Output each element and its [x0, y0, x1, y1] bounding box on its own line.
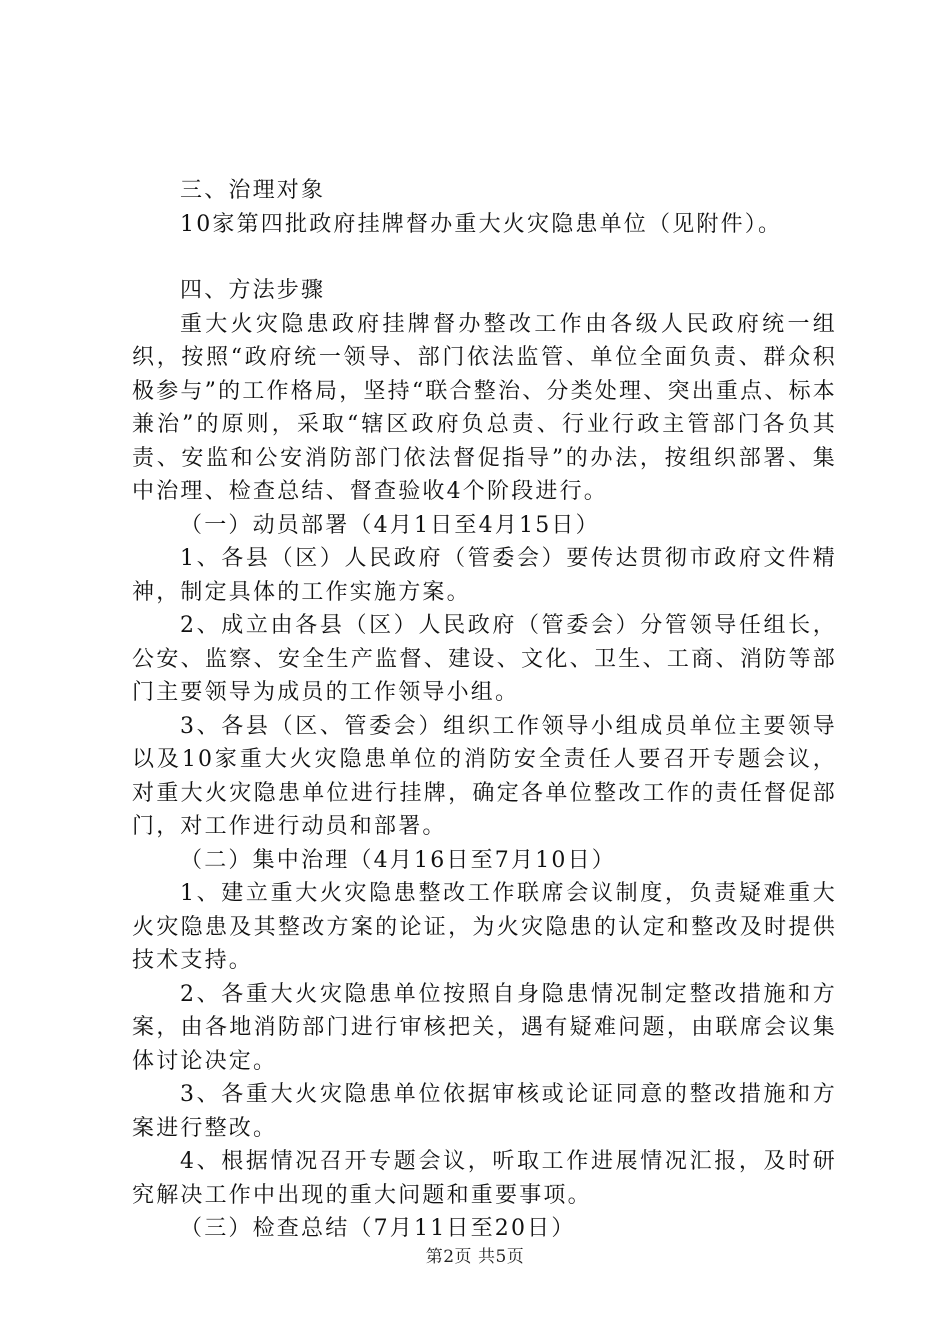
blank-line	[132, 241, 837, 274]
paragraph-governance-4: 4、根据情况召开专题会议，听取工作进展情况汇报，及时研究解决工作中出现的重大问题和重要事项。	[132, 1149, 837, 1208]
paragraph-governance-3: 3、各重大火灾隐患单位依据审核或论证同意的整改措施和方案进行整改。	[132, 1082, 837, 1141]
paragraph-governance-2: 2、各重大火灾隐患单位按照自身隐患情况制定整改措施和方案，由各地消防部门进行审核把关，遇有疑难问题，由联席会议集体讨论决定。	[132, 981, 837, 1074]
paragraph-governance-1: 1、建立重大火灾隐患整改工作联席会议制度，负责疑难重大火灾隐患及其整改方案的论证，为火灾隐患的认定和整改及时提供技术支持。	[132, 881, 837, 973]
document-body	[132, 174, 837, 1246]
subheading-mobilization: （一）动员部署（4月1日至4月15日）	[180, 512, 600, 538]
paragraph-mobilization-2: 2、成立由各县（区）人民政府（管委会）分管领导任组长，公安、监察、安全生产监督、建设、文化、卫生、工商、消防等部门主要领导为成员的工作领导小组。	[132, 613, 837, 705]
paragraph-method-overview: 重大火灾隐患政府挂牌督办整改工作由各级人民政府统一组织，按照“政府统一领导、部门依法监管、单位全面负责、群众积极参与”的工作格局，坚持“联合整治、分类处理、突出重点、标本兼治”的原则，采取“辖区政府负总责、行业行政主管部门各负其责、安监和公安消防部门依法督促指导”的办法，按组织部署、集中治理、检查总结、督查验收4个阶段进行。	[132, 311, 837, 504]
paragraph-mobilization-3: 3、各县（区、管委会）组织工作领导小组成员单位主要领导以及10家重大火灾隐患单位的消防安全责任人要召开专题会议，对重大火灾隐患单位进行挂牌，确定各单位整改工作的责任督促部门，对工作进行动员和部署。	[132, 713, 837, 839]
subheading-inspection-summary: （三）检查总结（7月11日至20日）	[180, 1216, 576, 1241]
section-heading-4: 四、方法步骤	[180, 278, 326, 303]
paragraph-governance-target: 10家第四批政府挂牌督办重大火灾隐患单位（见附件）。	[180, 211, 783, 237]
paragraph-mobilization-1: 1、各县（区）人民政府（管委会）要传达贯彻市政府文件精神，制定具体的工作实施方案。	[132, 546, 837, 605]
subheading-centralized-governance: （二）集中治理（4月16日至7月10日）	[180, 847, 616, 873]
page-number-footer: 第2页 共5页	[425, 1247, 525, 1267]
section-heading-3: 三、治理对象	[180, 178, 326, 203]
